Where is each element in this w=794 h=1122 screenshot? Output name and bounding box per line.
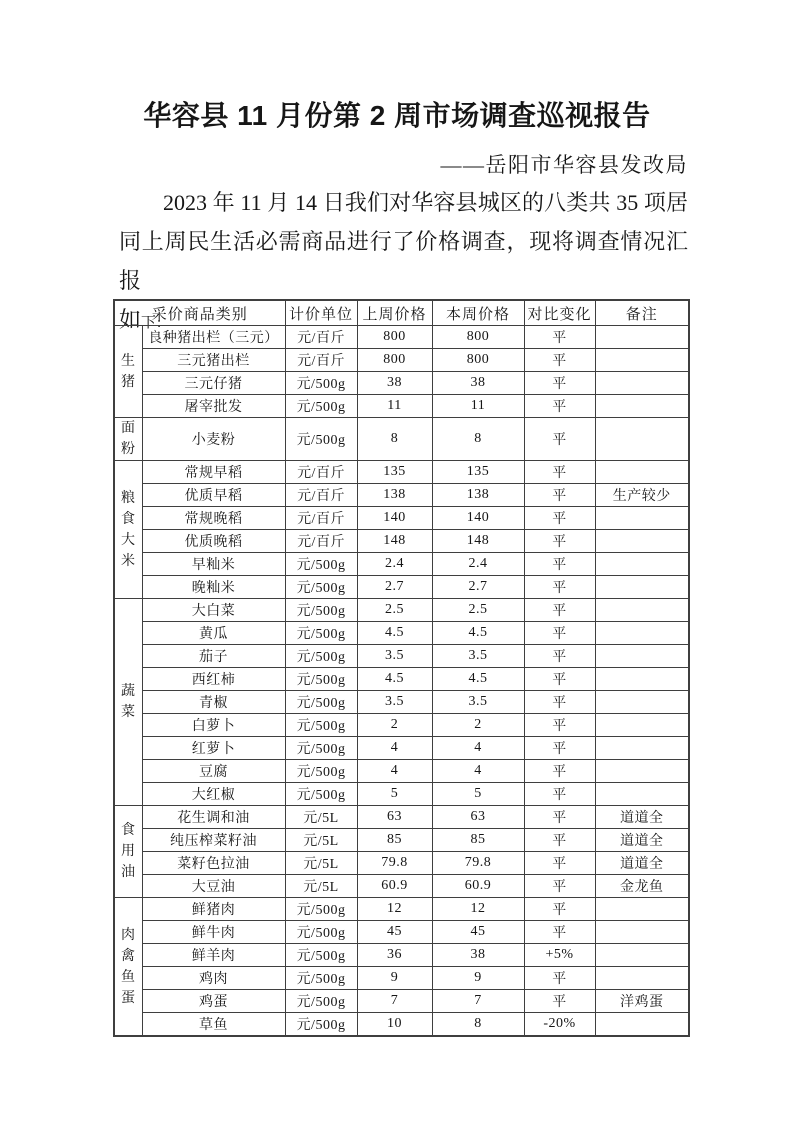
price-table-body — [114, 326, 689, 1037]
header-change: 对比变化 — [524, 300, 595, 326]
unit-cell: 元/500g — [285, 737, 357, 760]
change-cell: -20% — [524, 1013, 595, 1037]
table-row — [114, 326, 689, 349]
change-cell: 平 — [524, 622, 595, 645]
item-cell: 良种猪出栏（三元） — [142, 326, 285, 349]
this-week-price-cell: 3.5 — [432, 691, 524, 714]
change-cell: 平 — [524, 990, 595, 1013]
table-row — [114, 990, 689, 1013]
change-cell: 平 — [524, 760, 595, 783]
note-cell — [595, 418, 689, 461]
this-week-price-cell: 2.7 — [432, 576, 524, 599]
price-table — [113, 299, 690, 1037]
change-cell: 平 — [524, 530, 595, 553]
table-row — [114, 714, 689, 737]
item-cell: 优质早稻 — [142, 484, 285, 507]
this-week-price-cell: 135 — [432, 461, 524, 484]
item-cell: 三元猪出栏 — [142, 349, 285, 372]
item-cell: 鲜牛肉 — [142, 921, 285, 944]
unit-cell: 元/500g — [285, 576, 357, 599]
unit-cell: 元/百斤 — [285, 530, 357, 553]
category-char: 食 — [121, 511, 136, 527]
category-cell — [114, 326, 142, 418]
paragraph-line-3-tail: 下: — [141, 315, 163, 331]
category-char: 粮 — [121, 490, 136, 506]
category-char: 肉 — [121, 927, 136, 943]
unit-cell: 元/500g — [285, 599, 357, 622]
note-cell — [595, 622, 689, 645]
this-week-price-cell: 138 — [432, 484, 524, 507]
last-week-price-cell: 4.5 — [357, 668, 432, 691]
this-week-price-cell: 8 — [432, 1013, 524, 1037]
change-cell: 平 — [524, 668, 595, 691]
item-cell: 红萝卜 — [142, 737, 285, 760]
this-week-price-cell: 800 — [432, 326, 524, 349]
this-week-price-cell: 4.5 — [432, 668, 524, 691]
note-cell — [595, 737, 689, 760]
unit-cell: 元/百斤 — [285, 507, 357, 530]
header-category: 采价商品类别 — [114, 300, 285, 326]
unit-cell: 元/500g — [285, 990, 357, 1013]
item-cell: 西红柿 — [142, 668, 285, 691]
this-week-price-cell: 140 — [432, 507, 524, 530]
item-cell: 草鱼 — [142, 1013, 285, 1037]
table-row — [114, 372, 689, 395]
change-cell: +5% — [524, 944, 595, 967]
category-char: 大 — [121, 532, 136, 548]
item-cell: 优质晚稻 — [142, 530, 285, 553]
page-title: 华容县 11 月份第 2 周市场调查巡视报告 — [143, 100, 651, 131]
change-cell: 平 — [524, 395, 595, 418]
last-week-price-cell: 45 — [357, 921, 432, 944]
item-cell: 大白菜 — [142, 599, 285, 622]
table-row — [114, 921, 689, 944]
this-week-price-cell: 8 — [432, 418, 524, 461]
item-cell: 小麦粉 — [142, 418, 285, 461]
paragraph-line-2: 同上周民生活必需商品进行了价格调查，现将调查情况汇报 — [119, 229, 688, 293]
change-cell: 平 — [524, 418, 595, 461]
change-cell: 平 — [524, 645, 595, 668]
header-this-week: 本周价格 — [432, 300, 524, 326]
this-week-price-cell: 4.5 — [432, 622, 524, 645]
table-row — [114, 783, 689, 806]
category-char: 食 — [121, 823, 136, 838]
paragraph-line-3-lead: 如 — [119, 307, 142, 332]
note-cell — [595, 714, 689, 737]
item-cell: 青椒 — [142, 691, 285, 714]
category-char: 禽 — [121, 948, 136, 964]
change-cell: 平 — [524, 691, 595, 714]
category-char: 鱼 — [121, 969, 136, 985]
note-cell: 生产较少 — [595, 484, 689, 507]
item-cell: 常规早稻 — [142, 461, 285, 484]
item-cell: 鸡蛋 — [142, 990, 285, 1013]
change-cell: 平 — [524, 484, 595, 507]
table-row — [114, 1013, 689, 1037]
change-cell: 平 — [524, 737, 595, 760]
change-cell: 平 — [524, 461, 595, 484]
change-cell: 平 — [524, 372, 595, 395]
table-row — [114, 737, 689, 760]
item-cell: 茄子 — [142, 645, 285, 668]
table-row — [114, 507, 689, 530]
unit-cell: 元/500g — [285, 1013, 357, 1037]
unit-cell: 元/500g — [285, 783, 357, 806]
category-cell — [114, 898, 142, 1037]
table-row — [114, 829, 689, 852]
category-char: 猪 — [121, 374, 136, 390]
category-char: 蛋 — [121, 990, 136, 1006]
unit-cell: 元/5L — [285, 875, 357, 898]
change-cell: 平 — [524, 806, 595, 829]
this-week-price-cell: 63 — [432, 806, 524, 829]
last-week-price-cell: 3.5 — [357, 691, 432, 714]
note-cell — [595, 326, 689, 349]
this-week-price-cell: 3.5 — [432, 645, 524, 668]
note-cell — [595, 760, 689, 783]
change-cell: 平 — [524, 599, 595, 622]
table-row — [114, 898, 689, 921]
unit-cell: 元/500g — [285, 645, 357, 668]
table-row — [114, 484, 689, 507]
note-cell: 金龙鱼 — [595, 875, 689, 898]
this-week-price-cell: 38 — [432, 944, 524, 967]
last-week-price-cell: 4.5 — [357, 622, 432, 645]
change-cell: 平 — [524, 349, 595, 372]
note-cell: 道道全 — [595, 806, 689, 829]
last-week-price-cell: 138 — [357, 484, 432, 507]
note-cell — [595, 349, 689, 372]
unit-cell: 元/500g — [285, 668, 357, 691]
report-subtitle: ——岳阳市华容县发改局 — [440, 153, 688, 177]
header-last-week: 上周价格 — [357, 300, 432, 326]
last-week-price-cell: 148 — [357, 530, 432, 553]
change-cell: 平 — [524, 576, 595, 599]
table-row — [114, 760, 689, 783]
unit-cell: 元/500g — [285, 691, 357, 714]
item-cell: 鲜猪肉 — [142, 898, 285, 921]
last-week-price-cell: 3.5 — [357, 645, 432, 668]
category-cell — [114, 461, 142, 599]
last-week-price-cell: 12 — [357, 898, 432, 921]
this-week-price-cell: 79.8 — [432, 852, 524, 875]
this-week-price-cell: 85 — [432, 829, 524, 852]
header-note: 备注 — [595, 300, 689, 326]
note-cell — [595, 372, 689, 395]
change-cell: 平 — [524, 898, 595, 921]
category-char: 面 — [121, 421, 136, 436]
unit-cell: 元/百斤 — [285, 484, 357, 507]
last-week-price-cell: 8 — [357, 418, 432, 461]
this-week-price-cell: 5 — [432, 783, 524, 806]
category-char: 菜 — [121, 705, 136, 720]
note-cell — [595, 599, 689, 622]
table-row — [114, 852, 689, 875]
table-row — [114, 967, 689, 990]
unit-cell: 元/500g — [285, 553, 357, 576]
item-cell: 鸡肉 — [142, 967, 285, 990]
last-week-price-cell: 800 — [357, 349, 432, 372]
unit-cell: 元/500g — [285, 418, 357, 461]
unit-cell: 元/百斤 — [285, 461, 357, 484]
note-cell — [595, 1013, 689, 1037]
note-cell — [595, 576, 689, 599]
category-char: 蔬 — [121, 684, 136, 699]
item-cell: 豆腐 — [142, 760, 285, 783]
note-cell — [595, 530, 689, 553]
table-row — [114, 576, 689, 599]
this-week-price-cell: 9 — [432, 967, 524, 990]
category-char: 米 — [121, 553, 136, 569]
note-cell: 洋鸡蛋 — [595, 990, 689, 1013]
table-row — [114, 645, 689, 668]
last-week-price-cell: 10 — [357, 1013, 432, 1037]
unit-cell: 元/500g — [285, 714, 357, 737]
this-week-price-cell: 60.9 — [432, 875, 524, 898]
last-week-price-cell: 4 — [357, 760, 432, 783]
table-row — [114, 599, 689, 622]
change-cell: 平 — [524, 921, 595, 944]
last-week-price-cell: 2 — [357, 714, 432, 737]
last-week-price-cell: 800 — [357, 326, 432, 349]
this-week-price-cell: 800 — [432, 349, 524, 372]
note-cell — [595, 461, 689, 484]
note-cell — [595, 898, 689, 921]
item-cell: 花生调和油 — [142, 806, 285, 829]
this-week-price-cell: 4 — [432, 737, 524, 760]
change-cell: 平 — [524, 326, 595, 349]
this-week-price-cell: 2.4 — [432, 553, 524, 576]
unit-cell: 元/500g — [285, 760, 357, 783]
item-cell: 鲜羊肉 — [142, 944, 285, 967]
last-week-price-cell: 5 — [357, 783, 432, 806]
note-cell — [595, 507, 689, 530]
unit-cell: 元/500g — [285, 372, 357, 395]
item-cell: 大红椒 — [142, 783, 285, 806]
unit-cell: 元/500g — [285, 944, 357, 967]
header-unit: 计价单位 — [285, 300, 357, 326]
unit-cell: 元/500g — [285, 395, 357, 418]
paragraph-line-1: 2023 年 11 月 14 日我们对华容县城区的八类共 35 项居 — [163, 190, 688, 215]
this-week-price-cell: 12 — [432, 898, 524, 921]
last-week-price-cell: 79.8 — [357, 852, 432, 875]
unit-cell: 元/5L — [285, 829, 357, 852]
unit-cell: 元/5L — [285, 806, 357, 829]
item-cell: 常规晚稻 — [142, 507, 285, 530]
table-header-row — [114, 300, 689, 326]
item-cell: 白萝卜 — [142, 714, 285, 737]
item-cell: 纯压榨菜籽油 — [142, 829, 285, 852]
this-week-price-cell: 2 — [432, 714, 524, 737]
last-week-price-cell: 85 — [357, 829, 432, 852]
table-row — [114, 461, 689, 484]
change-cell: 平 — [524, 852, 595, 875]
last-week-price-cell: 2.7 — [357, 576, 432, 599]
last-week-price-cell: 9 — [357, 967, 432, 990]
last-week-price-cell: 135 — [357, 461, 432, 484]
change-cell: 平 — [524, 783, 595, 806]
note-cell — [595, 645, 689, 668]
change-cell: 平 — [524, 875, 595, 898]
this-week-price-cell: 7 — [432, 990, 524, 1013]
unit-cell: 元/百斤 — [285, 349, 357, 372]
this-week-price-cell: 38 — [432, 372, 524, 395]
unit-cell: 元/500g — [285, 622, 357, 645]
category-char: 粉 — [121, 442, 136, 457]
table-row — [114, 691, 689, 714]
last-week-price-cell: 2.5 — [357, 599, 432, 622]
last-week-price-cell: 7 — [357, 990, 432, 1013]
table-row — [114, 944, 689, 967]
last-week-price-cell: 63 — [357, 806, 432, 829]
last-week-price-cell: 140 — [357, 507, 432, 530]
table-row — [114, 418, 689, 461]
item-cell: 菜籽色拉油 — [142, 852, 285, 875]
item-cell: 三元仔猪 — [142, 372, 285, 395]
change-cell: 平 — [524, 553, 595, 576]
item-cell: 屠宰批发 — [142, 395, 285, 418]
table-row — [114, 668, 689, 691]
unit-cell: 元/百斤 — [285, 326, 357, 349]
note-cell — [595, 944, 689, 967]
category-char: 用 — [121, 844, 136, 859]
item-cell: 晚籼米 — [142, 576, 285, 599]
table-row — [114, 875, 689, 898]
note-cell — [595, 691, 689, 714]
item-cell: 早籼米 — [142, 553, 285, 576]
note-cell — [595, 967, 689, 990]
note-cell — [595, 668, 689, 691]
unit-cell: 元/500g — [285, 921, 357, 944]
item-cell: 黄瓜 — [142, 622, 285, 645]
note-cell — [595, 783, 689, 806]
unit-cell: 元/5L — [285, 852, 357, 875]
note-cell — [595, 553, 689, 576]
last-week-price-cell: 11 — [357, 395, 432, 418]
last-week-price-cell: 60.9 — [357, 875, 432, 898]
table-row — [114, 395, 689, 418]
change-cell: 平 — [524, 714, 595, 737]
unit-cell: 元/500g — [285, 967, 357, 990]
last-week-price-cell: 2.4 — [357, 553, 432, 576]
this-week-price-cell: 11 — [432, 395, 524, 418]
note-cell: 道道全 — [595, 829, 689, 852]
table-row — [114, 349, 689, 372]
table-row — [114, 806, 689, 829]
category-cell — [114, 418, 142, 461]
note-cell — [595, 395, 689, 418]
category-char: 油 — [121, 865, 136, 880]
this-week-price-cell: 148 — [432, 530, 524, 553]
category-char: 生 — [121, 353, 136, 369]
change-cell: 平 — [524, 507, 595, 530]
this-week-price-cell: 4 — [432, 760, 524, 783]
table-row — [114, 622, 689, 645]
table-row — [114, 553, 689, 576]
category-cell — [114, 599, 142, 806]
item-cell: 大豆油 — [142, 875, 285, 898]
last-week-price-cell: 38 — [357, 372, 432, 395]
change-cell: 平 — [524, 967, 595, 990]
table-row — [114, 530, 689, 553]
change-cell: 平 — [524, 829, 595, 852]
last-week-price-cell: 36 — [357, 944, 432, 967]
this-week-price-cell: 45 — [432, 921, 524, 944]
category-cell — [114, 806, 142, 898]
last-week-price-cell: 4 — [357, 737, 432, 760]
this-week-price-cell: 2.5 — [432, 599, 524, 622]
unit-cell: 元/500g — [285, 898, 357, 921]
note-cell: 道道全 — [595, 852, 689, 875]
note-cell — [595, 921, 689, 944]
